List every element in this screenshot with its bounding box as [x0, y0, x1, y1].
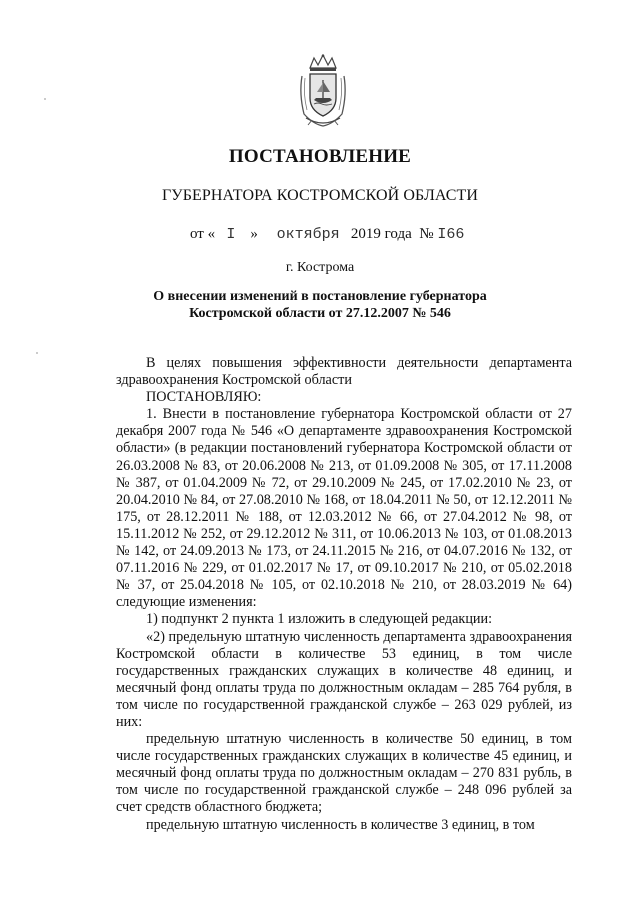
heading-line-2: Костромской области от 27.12.2007 № 546 — [189, 306, 451, 321]
date-prefix: от « — [190, 226, 216, 242]
date-month: октября — [276, 226, 340, 243]
document-number: I66 — [437, 226, 465, 243]
city: г. Кострома — [285, 260, 355, 275]
paragraph-continuation: предельную штатную численность в количестве 3 единиц, в том — [146, 816, 535, 833]
document-heading — [0, 288, 640, 322]
document-body — [116, 355, 572, 834]
paragraph-purpose: В целях повышения эффективности деятельности департамента здравоохранения Костромской области — [116, 355, 572, 389]
scan-speck — [44, 98, 46, 100]
number-sign: № — [419, 226, 434, 242]
paragraph-subitem-1: 1) подпункт 2 пункта 1 изложить в следующей редакции: — [146, 611, 493, 628]
paragraph-quote-2: «2) предельную штатную численность департамента здравоохранения Костромской области в количестве 53 единиц, в том числе государственных гражданских служащих в количестве 48 единиц, и месячный фонд оплаты труда по должностным окладам – 285 764 рубля, в том числе по государственной гражданской службе – 263 029 рублей, из них: — [116, 628, 572, 730]
date-year: 2019 года — [350, 226, 412, 242]
paragraph-resolve: ПОСТАНОВЛЯЮ: — [146, 389, 262, 406]
scan-speck — [36, 352, 38, 354]
date-day: I — [226, 226, 236, 243]
date-number-line — [190, 226, 520, 243]
issuer-line: ГУБЕРНАТОРА КОСТРОМСКОЙ ОБЛАСТИ — [161, 187, 479, 204]
coat-of-arms-emblem — [296, 54, 350, 128]
paragraph-regional-budget: предельную штатную численность в количестве 50 единиц, в том числе государственных гражданских служащих в количестве 45 единиц, и месячный фонд оплаты труда по должностным окладам – 270 831 рубль, в том числе по государственной гражданской службе – 248 096 рублей за счет средств областного бюджета; — [116, 731, 572, 816]
date-close-quote: » — [250, 226, 258, 242]
document-title: ПОСТАНОВЛЕНИЕ — [228, 146, 412, 167]
heading-line-1: О внесении изменений в постановление губернатора — [153, 289, 487, 304]
paragraph-item-1: 1. Внести в постановление губернатора Костромской области от 27 декабря 2007 года № 546 «О департаменте здравоохранения Костромской области» (в редакции постановлений губернатора Костромской области от 26.03.2008 № 83, от 20.06.2008 № 213, от 01.09.2008 № 305, от 17.11.2008 № 387, от 01.04.2009 № 72, от 29.10.2009 № 245, от 17.02.2010 № 23, от 20.04.2010 № 84, от 27.08.2010 № 168, от 18.04.2011 № 50, от 12.12.2011 № 175, от 28.12.2011 № 188, от 12.03.2012 № 66, от 27.04.2012 № 98, от 15.11.2012 № 252, от 29.12.2012 № 311, от 10.06.2013 № 103, от 01.08.2013 № 142, от 24.09.2013 № 173, от 24.11.2015 № 216, от 04.07.2016 № 132, от 07.11.2016 № 229, от 01.02.2017 № 17, от 09.10.2017 № 210, от 05.02.2018 № 37, от 25.04.2018 № 105, от 02.10.2018 № 210, от 28.03.2019 № 64) следующие изменения: — [116, 406, 572, 611]
